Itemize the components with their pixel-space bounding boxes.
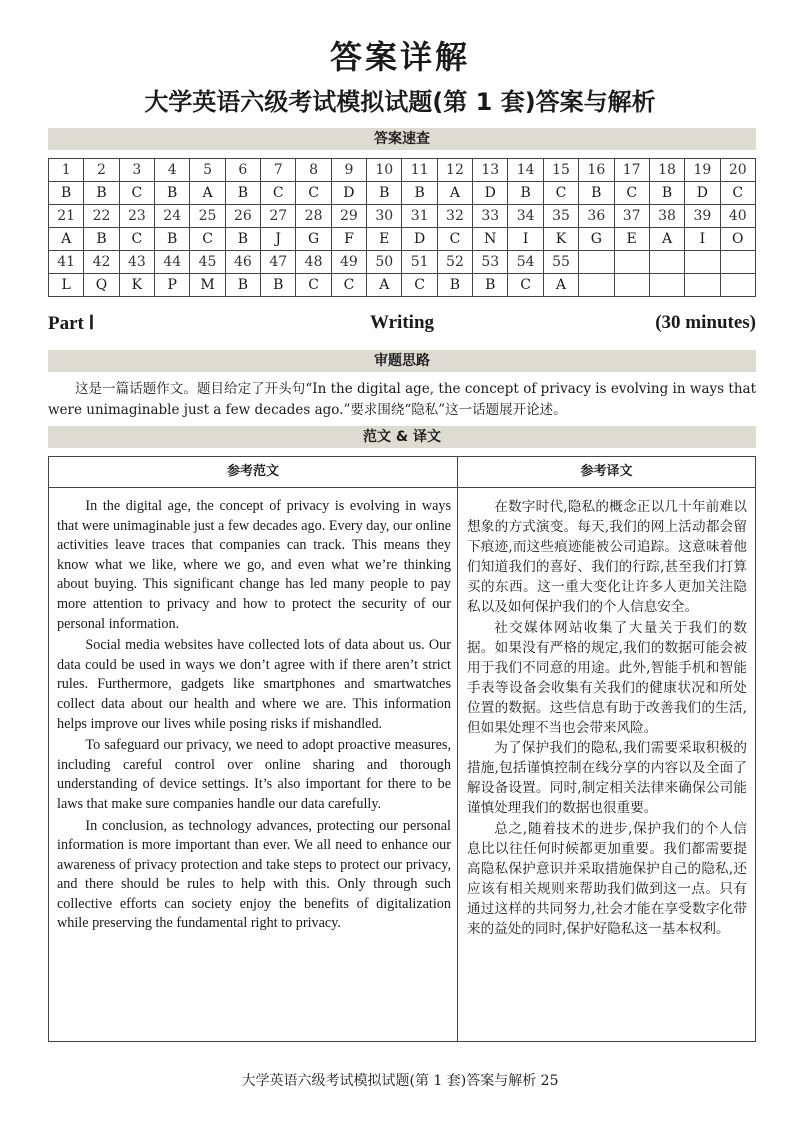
question-number-cell: 27	[261, 205, 296, 228]
question-number-cell: 19	[685, 159, 720, 182]
translation-header: 参考译文	[458, 457, 755, 488]
answer-cell: B	[84, 182, 119, 205]
question-number-cell: 47	[261, 251, 296, 274]
answer-cell: N	[473, 228, 508, 251]
question-number-cell: 38	[649, 205, 684, 228]
question-number-cell: 48	[296, 251, 331, 274]
question-number-cell: 14	[508, 159, 543, 182]
essay-paragraph: Social media websites have collected lots of data about us. Our data could be used in ways we don’t agree with if there aren’t strict rules. Furthermore, gadgets like smartphones and smartwatches collect data about our health and where we are. This information helps improve our lives while posing risks if mishandled.	[57, 637, 451, 732]
question-number-cell: 40	[720, 205, 755, 228]
sample-heading: 范文 & 译文	[363, 429, 441, 445]
question-number-cell: 9	[331, 159, 366, 182]
answer-cell: A	[49, 228, 84, 251]
analysis-heading: 审题思路	[374, 353, 430, 369]
answer-cell: B	[155, 182, 190, 205]
question-number-cell: 2	[84, 159, 119, 182]
answer-cell: C	[261, 182, 296, 205]
document-title: 大学英语六级考试模拟试题(第 1 套)答案与解析	[144, 88, 656, 116]
part-label: Part Ⅰ	[48, 313, 95, 334]
question-number-cell: 53	[473, 251, 508, 274]
answer-cell	[720, 274, 755, 297]
question-number-cell: 46	[225, 251, 260, 274]
part-time: (30 minutes)	[655, 312, 756, 333]
translation-paragraph: 在数字时代,隐私的概念正以几十年前难以想象的方式演变。每天,我们的网上活动都会留下痕迹,而这些痕迹能被公司追踪。这意味着他们知道我们的喜好、我们的行踪,甚至我们打算买的东西。这一重大变化让许多人更加关注隐私以及如何保护我们的个人信息安全。	[467, 499, 747, 616]
essay-paragraph: In conclusion, as technology advances, protecting our personal information is more important than ever. We all need to enhance our awareness of privacy protection and take steps to protect our privacy, and there should be rules to help with this. Only through such collective efforts can society enjoy the benefits of digitalization while preserving the fundamental right to privacy.	[57, 817, 451, 932]
answer-cell: A	[190, 182, 225, 205]
answer-cell	[614, 274, 649, 297]
answer-cell	[649, 274, 684, 297]
page-title: 答案详解	[329, 38, 470, 76]
question-number-cell: 8	[296, 159, 331, 182]
sample-band	[48, 426, 756, 448]
answer-cell: C	[614, 182, 649, 205]
question-number-cell: 22	[84, 205, 119, 228]
answer-cell: B	[579, 182, 614, 205]
analysis-band	[48, 350, 756, 372]
translation-paragraph: 为了保护我们的隐私,我们需要采取积极的措施,包括谨慎控制在线分享的内容以及全面了解设备设置。同时,制定相关法律来确保公司能谨慎处理我们的数据也很重要。	[467, 740, 747, 817]
question-number-cell: 25	[190, 205, 225, 228]
answer-cell: B	[437, 274, 472, 297]
question-number-cell: 17	[614, 159, 649, 182]
essay-paragraph: In the digital age, the concept of privacy is evolving in ways that were unimaginable just a few decades ago. Every day, our online activities leave traces that companies can track. This means they know what we like, where we go, and even what we’re thinking about buying. This significant change has led many people to pay more attention to privacy and how to protect the security of our personal information.	[57, 498, 451, 632]
answer-cell: L	[49, 274, 84, 297]
answer-cell: D	[331, 182, 366, 205]
question-number-cell: 28	[296, 205, 331, 228]
answer-cell: P	[155, 274, 190, 297]
essay-paragraph: To safeguard our privacy, we need to adopt proactive measures, including careful control over online sharing and thorough understanding of device settings. It’s also important for there to be laws that make sure companies handle our data carefully.	[57, 737, 451, 812]
question-number-cell: 54	[508, 251, 543, 274]
question-number-cell: 4	[155, 159, 190, 182]
answer-cell: A	[367, 274, 402, 297]
question-number-cell: 42	[84, 251, 119, 274]
answer-cell: E	[367, 228, 402, 251]
answer-cell: C	[296, 274, 331, 297]
answer-cell: C	[119, 182, 154, 205]
question-number-cell: 26	[225, 205, 260, 228]
answer-cell: M	[190, 274, 225, 297]
question-number-cell	[720, 251, 755, 274]
question-number-cell: 15	[543, 159, 578, 182]
answer-cell: C	[296, 182, 331, 205]
question-number-cell: 18	[649, 159, 684, 182]
column-divider	[457, 487, 458, 1041]
question-number-cell	[685, 251, 720, 274]
answer-cell: I	[508, 228, 543, 251]
analysis-text: 这是一篇话题作文。题目给定了开头句“In the digital age, the concept of privacy is evolving in ways that were unimaginable just a few decades ago.”要求围绕“隐私”这一话题展开论述。	[48, 381, 756, 418]
answer-cell: K	[119, 274, 154, 297]
answer-key-band	[48, 128, 756, 150]
answer-cell: B	[261, 274, 296, 297]
answer-cell: K	[543, 228, 578, 251]
answer-cell: J	[261, 228, 296, 251]
question-number-cell: 31	[402, 205, 437, 228]
question-number-cell: 52	[437, 251, 472, 274]
question-number-cell: 55	[543, 251, 578, 274]
answer-cell: B	[49, 182, 84, 205]
answer-cell: G	[296, 228, 331, 251]
question-number-cell: 24	[155, 205, 190, 228]
answer-cell: B	[225, 274, 260, 297]
question-number-cell: 11	[402, 159, 437, 182]
answer-cell: C	[119, 228, 154, 251]
translation-paragraph: 总之,随着技术的进步,保护我们的个人信息比以往任何时候都更加重要。我们都需要提高隐私保护意识并采取措施保护自己的隐私,还应该有相关规则来帮助我们做到这一点。只有通过这样的共同努力,社会才能在享受数字化带来的益处的同时,保护好隐私这一基本权利。	[467, 820, 747, 937]
answer-cell: F	[331, 228, 366, 251]
question-number-cell: 36	[579, 205, 614, 228]
answer-cell: D	[473, 182, 508, 205]
answer-row	[49, 182, 756, 205]
question-number-cell: 3	[119, 159, 154, 182]
reference-essay-header: 参考范文	[49, 457, 458, 488]
answer-cell: C	[331, 274, 366, 297]
translation-paragraph: 社交媒体网站收集了大量关于我们的数据。如果没有严格的规定,我们的数据可能会被用于我们不同意的用途。此外,智能手机和智能手表等设备会收集有关我们的健康状况和所处位置的数据。这些信息有助于改善我们的生活,但如果处理不当也会带来风险。	[467, 619, 747, 737]
question-number-cell: 37	[614, 205, 649, 228]
question-number-cell: 29	[331, 205, 366, 228]
answer-cell: C	[508, 274, 543, 297]
part-header	[48, 312, 756, 338]
question-number-row	[49, 159, 756, 182]
answer-cell: E	[614, 228, 649, 251]
answer-key-table	[48, 158, 756, 297]
answer-cell: A	[437, 182, 472, 205]
answer-cell: B	[155, 228, 190, 251]
answer-cell: C	[190, 228, 225, 251]
answer-cell: O	[720, 228, 755, 251]
question-number-cell	[579, 251, 614, 274]
question-number-cell: 20	[720, 159, 755, 182]
question-number-cell: 12	[437, 159, 472, 182]
answer-key-heading: 答案速查	[374, 131, 430, 147]
answer-cell: B	[649, 182, 684, 205]
answer-cell: B	[84, 228, 119, 251]
answer-cell	[579, 274, 614, 297]
question-number-cell: 41	[49, 251, 84, 274]
question-number-cell: 44	[155, 251, 190, 274]
answer-cell: C	[720, 182, 755, 205]
page-footer: 大学英语六级考试模拟试题(第 1 套)答案与解析 25	[241, 1073, 559, 1089]
question-number-cell: 21	[49, 205, 84, 228]
question-number-cell: 49	[331, 251, 366, 274]
question-number-cell	[649, 251, 684, 274]
question-number-cell: 35	[543, 205, 578, 228]
answer-cell	[685, 274, 720, 297]
question-number-cell: 43	[119, 251, 154, 274]
answer-cell: D	[685, 182, 720, 205]
translation	[467, 497, 747, 939]
answer-cell: B	[508, 182, 543, 205]
answer-cell: B	[367, 182, 402, 205]
question-number-cell: 45	[190, 251, 225, 274]
question-number-cell: 33	[473, 205, 508, 228]
question-number-cell: 51	[402, 251, 437, 274]
question-number-cell	[614, 251, 649, 274]
answer-cell: A	[543, 274, 578, 297]
answer-row	[49, 274, 756, 297]
answer-cell: I	[685, 228, 720, 251]
answer-cell: A	[649, 228, 684, 251]
answer-cell: B	[473, 274, 508, 297]
question-number-cell: 1	[49, 159, 84, 182]
question-number-cell: 23	[119, 205, 154, 228]
answer-cell: C	[437, 228, 472, 251]
question-number-cell: 34	[508, 205, 543, 228]
answer-cell: B	[402, 182, 437, 205]
question-number-cell: 10	[367, 159, 402, 182]
question-number-cell: 5	[190, 159, 225, 182]
answer-cell: C	[402, 274, 437, 297]
question-number-cell: 39	[685, 205, 720, 228]
question-number-cell: 16	[579, 159, 614, 182]
question-number-row	[49, 251, 756, 274]
question-number-cell: 7	[261, 159, 296, 182]
question-number-cell: 13	[473, 159, 508, 182]
part-name: Writing	[369, 312, 435, 333]
answer-cell: D	[402, 228, 437, 251]
answer-cell: C	[543, 182, 578, 205]
answer-cell: G	[579, 228, 614, 251]
essay-translation-table	[48, 456, 756, 1042]
reference-essay	[57, 497, 451, 936]
question-number-row	[49, 205, 756, 228]
question-number-cell: 50	[367, 251, 402, 274]
question-number-cell: 6	[225, 159, 260, 182]
question-number-cell: 32	[437, 205, 472, 228]
answer-cell: B	[225, 182, 260, 205]
answer-cell: B	[225, 228, 260, 251]
answer-row	[49, 228, 756, 251]
question-number-cell: 30	[367, 205, 402, 228]
answer-cell: Q	[84, 274, 119, 297]
